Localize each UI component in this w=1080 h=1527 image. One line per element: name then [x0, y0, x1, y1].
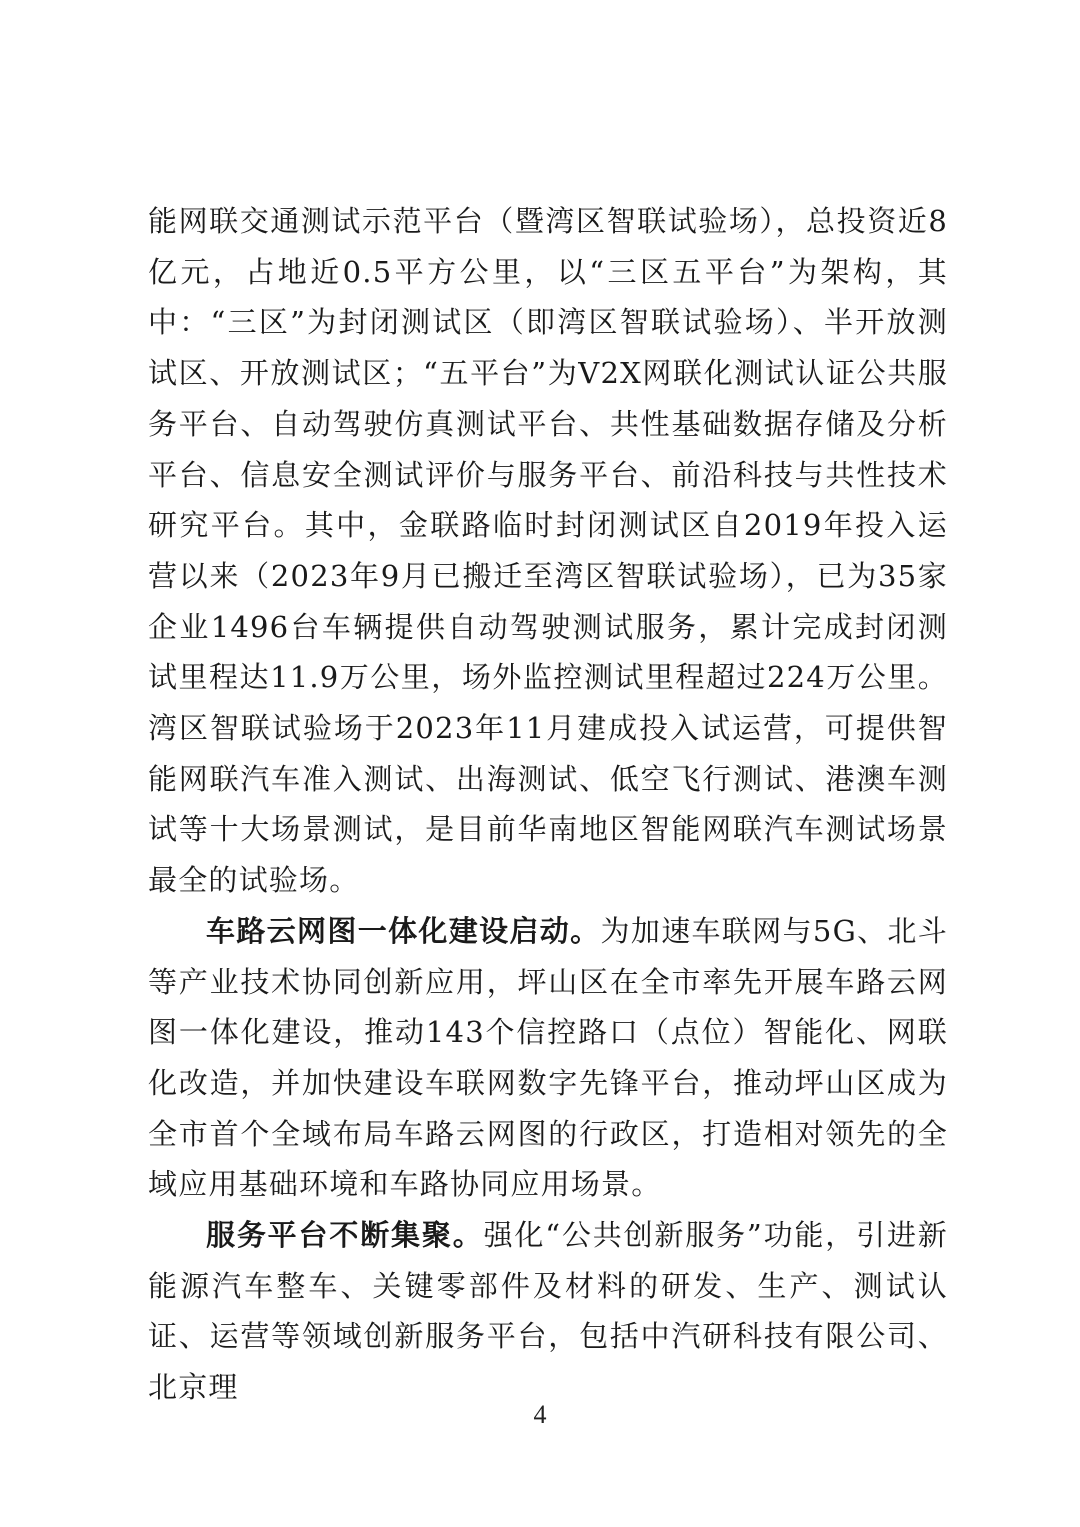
paragraph-lead-heading: 服务平台不断集聚。	[206, 1218, 484, 1253]
paragraph-test-platform	[148, 196, 948, 906]
paragraph-lead-heading: 车路云网图一体化建设启动。	[206, 913, 601, 948]
paragraph-vehicle-road-cloud	[148, 906, 948, 1210]
page-number: 4	[533, 1400, 547, 1429]
paragraph-service-platforms	[148, 1210, 948, 1413]
paragraph-text: 为加速车联网与5G、北斗等产业技术协同创新应用，坪山区在全市率先开展车路云网图一体化建设，推动143个信控路口（点位）智能化、网联化改造，并加快建设车联网数字先锋平台，推动坪山区成为全市首个全域布局车路云网图的行政区，打造相对领先的全域应用基础环境和车路协同应用场景。	[148, 913, 948, 1202]
document-body	[148, 196, 948, 1413]
paragraph-text: 强化“公共创新服务”功能，引进新能源汽车整车、关键零部件及材料的研发、生产、测试认证、运营等领域创新服务平台，包括中汽研科技有限公司、北京理	[148, 1218, 948, 1405]
paragraph-text: 能网联交通测试示范平台（暨湾区智联试验场），总投资近8亿元，占地近0.5平方公里，以“三区五平台”为架构，其中：“三区”为封闭测试区（即湾区智联试验场）、半开放测试区、开放测试区；“五平台”为V2X网联化测试认证公共服务平台、自动驾驶仿真测试平台、共性基础数据存储及分析平台、信息安全测试评价与服务平台、前沿科技与共性技术研究平台。其中，金联路临时封闭测试区自2019年投入运营以来（2023年9月已搬迁至湾区智联试验场），已为35家企业1496台车辆提供自动驾驶测试服务，累计完成封闭测试里程达11.9万公里，场外监控测试里程超过224万公里。湾区智联试验场于2023年11月建成投入试运营，可提供智能网联汽车准入测试、出海测试、低空飞行测试、港澳车测试等十大场景测试，是目前华南地区智能网联汽车测试场景最全的试验场。	[148, 204, 949, 898]
